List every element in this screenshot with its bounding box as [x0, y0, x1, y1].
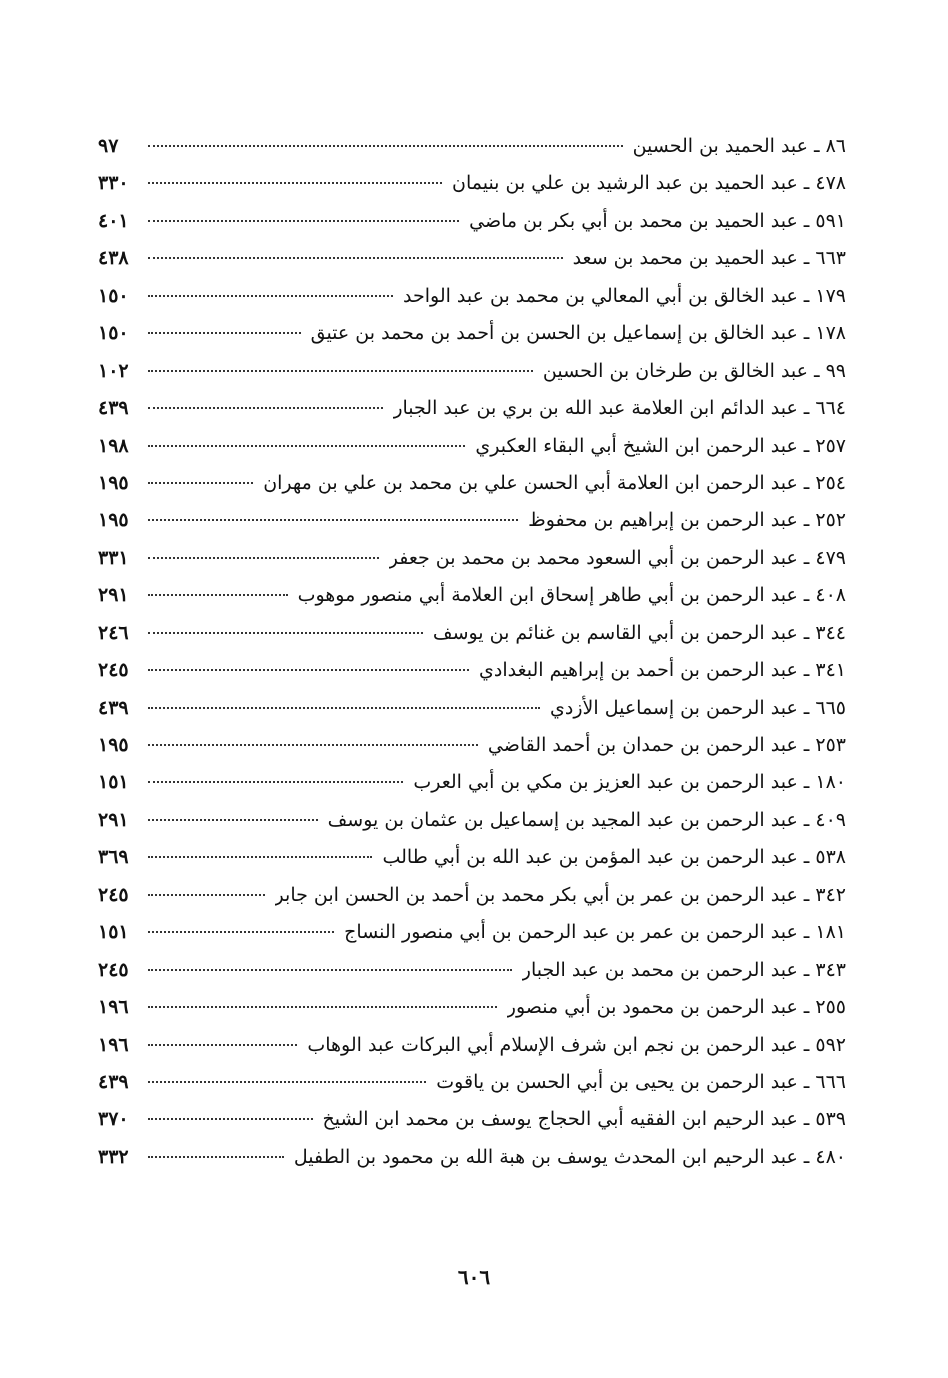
entry-page-number: ١٩٥: [98, 734, 129, 756]
dot-leader: [148, 744, 478, 746]
dot-leader: [148, 856, 372, 858]
entry-page-number: ٣٣٢: [98, 1145, 129, 1168]
entry-number: ٤٧٨: [815, 172, 846, 195]
entry-name: عبد الرحمن بن عمر بن عبد الرحمن بن أبي منصور النساج: [344, 921, 798, 944]
dot-leader: [148, 894, 265, 896]
entry-separator: ـ: [803, 996, 810, 1019]
entry-number: ٥٣٩: [815, 1108, 846, 1131]
entry-number: ٢٥٢: [815, 509, 846, 532]
entry-number: ٩٩: [825, 359, 846, 382]
entry-page-number: ١٩٨: [98, 434, 129, 457]
index-entry: [98, 390, 846, 427]
entry-name: عبد الرحمن بن إسماعيل الأزدي: [550, 696, 798, 719]
dot-leader: [148, 931, 334, 933]
index-entry: [98, 1139, 846, 1176]
index-entry: [98, 727, 846, 764]
entry-page-number: ٤٣٩: [98, 696, 129, 719]
entry-number: ٣٤١: [815, 659, 846, 682]
entry-number: ٣٤٢: [815, 883, 846, 906]
entry-name: عبد الرحمن بن حمدان بن أحمد القاضي: [487, 734, 798, 756]
index-entry: [98, 1064, 846, 1101]
entry-page-number: ١٥٠: [98, 322, 129, 345]
entry-name: عبد الرحمن بن محمود بن أبي منصور: [506, 996, 798, 1019]
index-entry: [98, 540, 846, 577]
dot-leader: [148, 1118, 313, 1120]
entry-number: ٢٥٤: [815, 471, 846, 494]
entry-separator: ـ: [803, 397, 810, 420]
index-entry: [98, 577, 846, 614]
entry-name: عبد الحميد بن محمد بن أبي بكر بن ماضي: [469, 209, 798, 232]
entry-name: عبد الحميد بن محمد بن سعد: [572, 247, 798, 270]
entry-page-number: ٢٩١: [98, 808, 129, 831]
entry-number: ٣٤٣: [815, 958, 846, 981]
dot-leader: [148, 295, 393, 297]
entry-name: عبد الرحمن بن عبد المجيد بن إسماعيل بن عثمان بن يوسف: [327, 808, 798, 831]
entry-page-number: ١٥١: [98, 771, 129, 794]
entry-separator: ـ: [803, 509, 810, 532]
entry-name: عبد الرحمن بن أحمد بن إبراهيم البغدادي: [479, 659, 798, 682]
index-entry: [98, 952, 846, 989]
index-entry: [98, 802, 846, 839]
entry-page-number: ١٩٦: [98, 1033, 129, 1056]
entry-number: ٦٦٥: [815, 696, 846, 719]
entry-separator: ـ: [803, 172, 810, 195]
entry-separator: ـ: [803, 247, 810, 270]
index-entry: [98, 1101, 846, 1138]
entry-number: ٤٨٠: [815, 1145, 846, 1168]
entry-separator: ـ: [803, 434, 810, 457]
index-entry: [98, 128, 846, 165]
entry-number: ٢٥٧: [815, 434, 846, 457]
index-entry: [98, 914, 846, 951]
index-entry: [98, 877, 846, 914]
index-entry: [98, 690, 846, 727]
dot-leader: [148, 1156, 284, 1158]
entry-number: ٥٩١: [815, 209, 846, 232]
entry-page-number: ١٥١: [98, 921, 129, 944]
index-entry: [98, 615, 846, 652]
dot-leader: [148, 1044, 297, 1046]
entry-name: عبد الرحمن ابن الشيخ أبي البقاء العكبري: [475, 434, 798, 457]
entry-separator: ـ: [803, 808, 810, 831]
entry-number: ٦٦٣: [815, 247, 846, 270]
entry-page-number: ٤٣٨: [98, 247, 129, 270]
entry-number: ١٧٨: [815, 322, 846, 345]
entry-page-number: ٢٤٥: [98, 958, 129, 981]
index-entry: [98, 1027, 846, 1064]
dot-leader: [148, 332, 301, 334]
entry-name: عبد الرحمن بن عمر بن أبي بكر محمد بن أحمد بن الحسن ابن جابر: [274, 883, 798, 906]
entry-separator: ـ: [803, 771, 810, 794]
entry-page-number: ١٠٢: [98, 359, 129, 382]
dot-leader: [148, 707, 540, 709]
dot-leader: [148, 220, 459, 222]
dot-leader: [148, 370, 533, 372]
entry-separator: ـ: [803, 471, 810, 494]
entry-name: عبد الرحمن بن إبراهيم بن محفوظ: [528, 509, 798, 532]
entry-page-number: ٣٣٠: [98, 172, 129, 195]
index-entry: [98, 278, 846, 315]
entry-number: ٦٦٤: [815, 397, 846, 420]
entry-separator: ـ: [803, 659, 810, 682]
entry-separator: ـ: [803, 883, 810, 906]
index-entry: [98, 839, 846, 876]
entry-name: عبد الرحمن بن محمد بن عبد الجبار: [521, 958, 798, 981]
dot-leader: [148, 445, 465, 447]
entry-number: ٥٣٨: [815, 846, 846, 869]
entry-separator: ـ: [814, 135, 820, 157]
entry-number: ٦٦٦: [815, 1070, 846, 1093]
entry-separator: ـ: [803, 734, 810, 756]
dot-leader: [148, 669, 469, 671]
index-list: [98, 128, 846, 1176]
entry-page-number: ٢٤٥: [98, 659, 129, 682]
index-entry: [98, 989, 846, 1026]
entry-number: ١٨١: [815, 921, 846, 944]
entry-name: عبد الرحيم ابن الفقيه أبي الحجاج يوسف بن محمد ابن الشيخ: [322, 1108, 798, 1131]
entry-separator: ـ: [803, 1070, 810, 1093]
entry-separator: ـ: [814, 359, 820, 382]
entry-name: عبد الرحمن ابن العلامة أبي الحسن علي بن محمد بن علي بن مهران: [263, 471, 798, 494]
entry-number: ٤٠٨: [815, 584, 846, 607]
entry-separator: ـ: [803, 1108, 810, 1131]
entry-name: عبد الخالق بن طرخان بن الحسين: [542, 359, 808, 382]
entry-number: ٢٥٣: [815, 734, 846, 756]
entry-name: عبد الرحيم ابن المحدث يوسف بن هبة الله بن محمود بن الطفيل: [293, 1145, 798, 1168]
dot-leader: [148, 482, 253, 484]
entry-name: عبد الرحمن بن عبد العزيز بن مكي بن أبي العرب: [413, 771, 798, 794]
dot-leader: [148, 594, 288, 596]
entry-separator: ـ: [803, 284, 810, 307]
entry-page-number: ٣٧٠: [98, 1108, 129, 1131]
dot-leader: [148, 519, 518, 521]
dot-leader: [148, 1081, 426, 1083]
dot-leader: [148, 557, 379, 559]
index-entry: [98, 165, 846, 202]
entry-page-number: ١٥٠: [98, 284, 129, 307]
entry-name: عبد الدائم ابن العلامة عبد الله بن بري بن عبد الجبار: [393, 397, 798, 420]
entry-name: عبد الخالق بن إسماعيل بن الحسن بن أحمد بن محمد بن عتيق: [310, 322, 798, 345]
entry-page-number: ٣٦٩: [98, 846, 129, 869]
index-entry: [98, 315, 846, 352]
index-entry: [98, 240, 846, 277]
entry-name: عبد الرحمن بن أبي السعود محمد بن محمد بن جعفر: [388, 546, 798, 569]
dot-leader: [148, 819, 318, 821]
entry-separator: ـ: [803, 546, 810, 569]
index-entry: [98, 502, 846, 539]
index-entry: [98, 428, 846, 465]
entry-number: ١٧٩: [815, 284, 846, 307]
entry-page-number: ٢٩١: [98, 584, 129, 607]
entry-page-number: ٢٤٦: [98, 621, 129, 644]
index-entry: [98, 353, 846, 390]
index-entry: [98, 764, 846, 801]
entry-name: عبد الرحمن بن عبد المؤمن بن عبد الله بن أبي طالب: [382, 846, 798, 869]
entry-separator: ـ: [803, 584, 810, 607]
entry-name: عبد الرحمن بن نجم ابن شرف الإسلام أبي البركات عبد الوهاب: [307, 1033, 798, 1056]
entry-separator: ـ: [803, 322, 810, 345]
entry-number: ٤٧٩: [815, 546, 846, 569]
dot-leader: [148, 632, 423, 634]
index-entry: [98, 465, 846, 502]
entry-separator: ـ: [803, 209, 810, 232]
entry-name: عبد الخالق بن أبي المعالي بن محمد بن عبد الواحد: [403, 284, 798, 307]
entry-number: ٣٤٤: [815, 621, 846, 644]
dot-leader: [148, 257, 563, 259]
dot-leader: [148, 1006, 497, 1008]
dot-leader: [148, 781, 403, 783]
entry-separator: ـ: [803, 921, 810, 944]
entry-page-number: ٩٧: [98, 135, 119, 157]
entry-page-number: ٤٣٩: [98, 1070, 129, 1093]
entry-number: ٤٠٩: [815, 808, 846, 831]
dot-leader: [148, 407, 383, 409]
dot-leader: [148, 182, 442, 184]
entry-separator: ـ: [803, 958, 810, 981]
entry-page-number: ١٩٦: [98, 996, 129, 1019]
entry-name: عبد الحميد بن الحسين: [632, 135, 808, 157]
entry-page-number: ١٩٥: [98, 471, 129, 494]
entry-page-number: ٤٣٩: [98, 397, 129, 420]
entry-page-number: ٤٠١: [98, 209, 129, 232]
entry-separator: ـ: [803, 1145, 810, 1168]
entry-separator: ـ: [803, 621, 810, 644]
entry-number: ٢٥٥: [815, 996, 846, 1019]
entry-page-number: ١٩٥: [98, 509, 129, 532]
entry-name: عبد الرحمن بن أبي القاسم بن غنائم بن يوسف: [432, 621, 798, 644]
entry-number: ١٨٠: [815, 771, 846, 794]
entry-number: ٨٦: [825, 135, 846, 157]
entry-separator: ـ: [803, 696, 810, 719]
entry-separator: ـ: [803, 1033, 810, 1056]
entry-name: عبد الحميد بن عبد الرشيد بن علي بن بنيمان: [451, 172, 798, 195]
entry-page-number: ٣٣١: [98, 546, 129, 569]
entry-number: ٥٩٢: [815, 1033, 846, 1056]
index-entry: [98, 203, 846, 240]
dot-leader: [148, 145, 623, 147]
entry-name: عبد الرحمن بن يحيى بن أبي الحسن بن ياقوت: [436, 1070, 798, 1093]
entry-page-number: ٢٤٥: [98, 883, 129, 906]
entry-separator: ـ: [803, 846, 810, 869]
index-entry: [98, 652, 846, 689]
entry-name: عبد الرحمن بن أبي طاهر إسحاق ابن العلامة أبي منصور موهوب: [297, 584, 798, 607]
dot-leader: [148, 969, 512, 971]
page-number: ٦٠٦: [457, 1265, 491, 1289]
